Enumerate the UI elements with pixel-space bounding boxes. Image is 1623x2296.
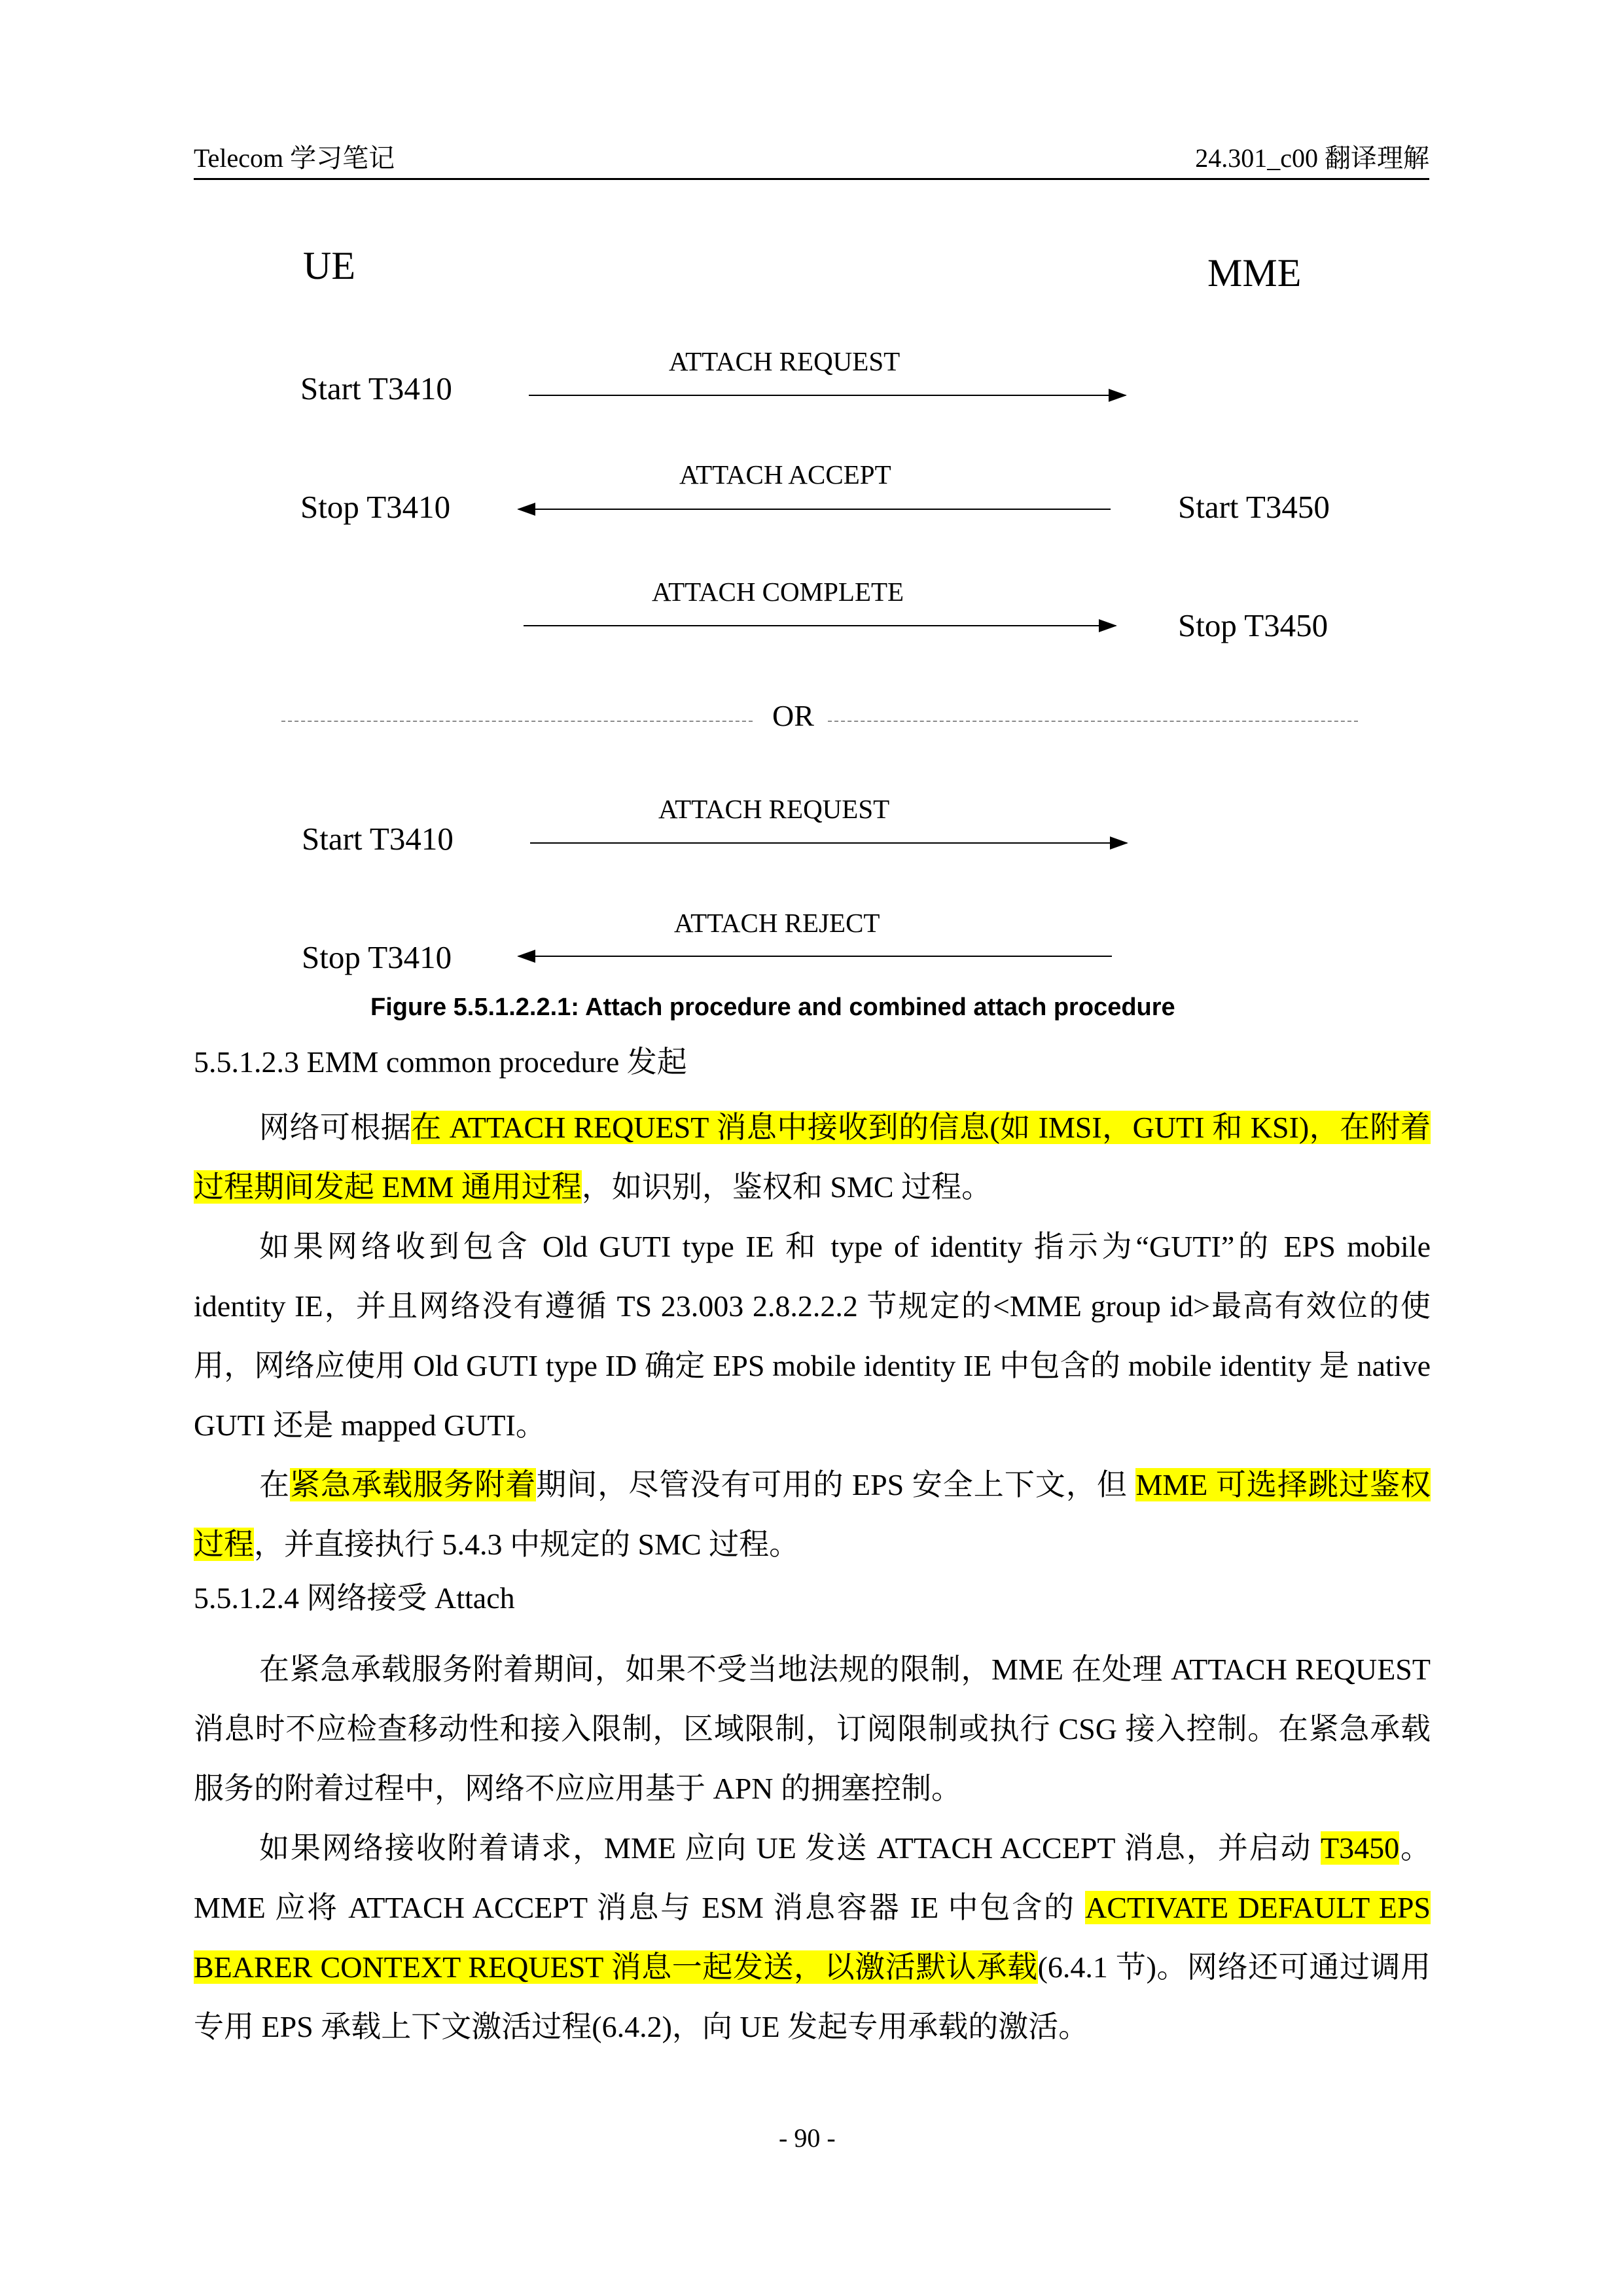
paragraph-emm-common-procedure bbox=[194, 1098, 1431, 1217]
msg-attach-accept: ATTACH ACCEPT bbox=[679, 459, 891, 490]
paragraph-emergency-attach bbox=[194, 1455, 1431, 1574]
section-heading-5-5-1-2-3: 5.5.1.2.3 EMM common procedure 发起 bbox=[194, 1045, 687, 1079]
mme-label: MME bbox=[1207, 251, 1302, 295]
text-span: 。MME 应将 ATTACH ACCEPT 消息与 ESM 消息容器 IE 中包含的 bbox=[194, 1831, 1431, 1924]
stop-t3410-label-1: Stop T3410 bbox=[300, 489, 451, 525]
highlighted-text: T3450 bbox=[1320, 1831, 1400, 1865]
msg-attach-request-2: ATTACH REQUEST bbox=[658, 794, 890, 824]
section-heading-5-5-1-2-4: 5.5.1.2.4 网络接受 Attach bbox=[194, 1581, 515, 1615]
header-left: Telecom 学习笔记 bbox=[194, 143, 395, 173]
arrow-mme-to-ue-2 bbox=[518, 956, 1112, 957]
text-span: 在 bbox=[259, 1468, 291, 1501]
highlighted-text: 在 ATTACH REQUEST 消息中接收到的信息(如 IMSI，GUTI 和 KSI)，在附着过程期间发起 EMM 通用过程 bbox=[194, 1111, 1431, 1204]
arrow-ue-to-mme-2 bbox=[524, 625, 1116, 626]
header-right: 24.301_c00 翻译理解 bbox=[1195, 143, 1429, 173]
text-span: ，并直接执行 5.4.3 中规定的 SMC 过程。 bbox=[254, 1528, 800, 1561]
highlighted-text: 紧急承载服务附着 bbox=[290, 1468, 537, 1501]
msg-attach-request-1: ATTACH REQUEST bbox=[669, 346, 901, 376]
text-span: 期间，尽管没有可用的 EPS 安全上下文，但 bbox=[536, 1468, 1136, 1501]
arrow-mme-to-ue-1 bbox=[518, 509, 1111, 510]
start-t3450-label: Start T3450 bbox=[1178, 489, 1330, 525]
highlighted-text: ACTIVATE DEFAULT EPS BEARER CONTEXT REQUEST 消息一起发送，以激活默认承载 bbox=[194, 1891, 1431, 1984]
paragraph-emergency-restrictions: 在紧急承载服务附着期间，如果不受当地法规的限制，MME 在处理 ATTACH REQUEST 消息时不应检查移动性和接入限制，区域限制，订阅限制或执行 CSG 接入控制。在紧急承载服务的附着过程中，网络不应应用基于 APN 的拥塞控制。 bbox=[194, 1653, 1431, 1805]
text-span: (6.4.1 节)。网络还可通过调用专用 EPS 承载上下文激活过程(6.4.2)，向 UE 发起专用承载的激活。 bbox=[194, 1950, 1431, 2043]
ue-label: UE bbox=[303, 244, 355, 287]
start-t3410-label-2: Start T3410 bbox=[302, 821, 454, 857]
or-divider-left bbox=[281, 721, 753, 722]
or-label: OR bbox=[772, 699, 814, 732]
paragraph-attach-accept bbox=[194, 1818, 1431, 2056]
arrow-ue-to-mme-1 bbox=[529, 395, 1126, 396]
or-divider-right bbox=[828, 721, 1358, 722]
highlighted-text: MME 可选择跳过鉴权过程 bbox=[194, 1468, 1431, 1561]
text-span: 网络可根据 bbox=[259, 1111, 412, 1144]
msg-attach-complete: ATTACH COMPLETE bbox=[652, 577, 904, 607]
text-span: 如果网络接收附着请求，MME 应向 UE 发送 ATTACH ACCEPT 消息，并启动 bbox=[259, 1831, 1321, 1865]
header-divider bbox=[194, 178, 1429, 180]
msg-attach-reject: ATTACH REJECT bbox=[674, 908, 880, 938]
start-t3410-label-1: Start T3410 bbox=[300, 370, 452, 406]
stop-t3450-label: Stop T3450 bbox=[1178, 607, 1329, 643]
text-span: ，如识别，鉴权和 SMC 过程。 bbox=[581, 1170, 992, 1204]
page-number: - 90 - bbox=[779, 2123, 836, 2153]
arrow-ue-to-mme-3 bbox=[530, 842, 1127, 844]
paragraph-old-guti: 如果网络收到包含 Old GUTI type IE 和 type of identity 指示为“GUTI”的 EPS mobile identity IE，并且网络没有遵循 TS 23.003 2.8.2.2.2 节规定的<MME group id>最高有效位的使用，网络应使用 Old GUTI type ID 确定 EPS mobile identity IE 中包含的 mobile identity 是 native GUTI 还是 mapped GUTI。 bbox=[194, 1230, 1431, 1442]
stop-t3410-label-2: Stop T3410 bbox=[302, 939, 452, 975]
figure-caption: Figure 5.5.1.2.2.1: Attach procedure and combined attach procedure bbox=[370, 994, 1175, 1021]
